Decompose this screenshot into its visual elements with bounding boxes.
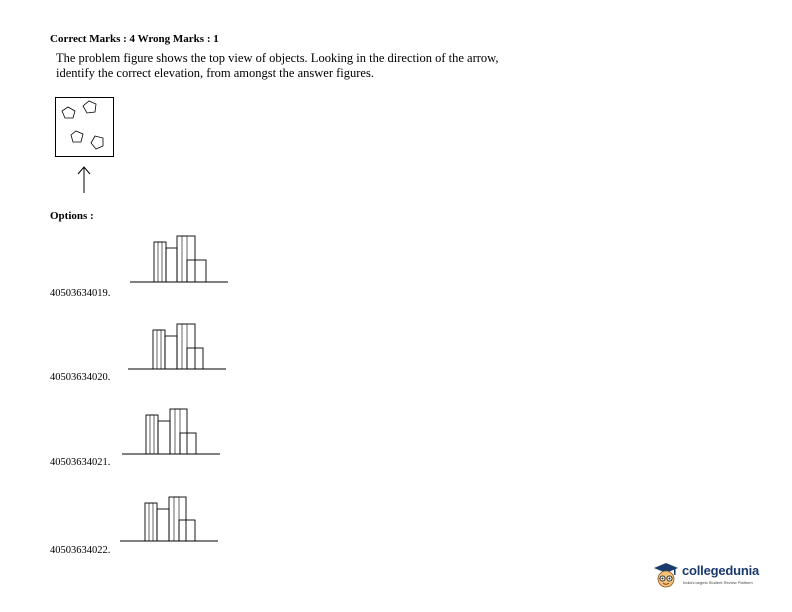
option-figure-2[interactable]: [128, 320, 228, 372]
option-figure-1[interactable]: [130, 234, 230, 286]
option-id-2: 40503634020.: [50, 372, 111, 383]
option-id-1: 40503634019.: [50, 288, 111, 299]
pentagon-shape: [91, 136, 103, 149]
arrow-up-icon: [76, 166, 92, 194]
graduate-mascot-icon: [652, 560, 680, 592]
option-id-3: 40503634021.: [50, 457, 111, 468]
logo-name: collegedunia: [682, 563, 760, 578]
marks-info: Correct Marks : 4 Wrong Marks : 1: [50, 33, 219, 45]
question-text: [56, 51, 616, 81]
problem-figure-top-view: [55, 97, 115, 159]
question-line-2: identify the correct elevation, from amongst the answer figures.: [56, 66, 374, 80]
pentagon-shape: [62, 107, 75, 118]
option-figure-3[interactable]: [122, 405, 222, 457]
option-id-4: 40503634022.: [50, 545, 111, 556]
option-figure-4[interactable]: [120, 492, 220, 544]
pentagon-shape: [71, 131, 83, 142]
collegedunia-logo: [652, 560, 772, 594]
question-line-1: The problem figure shows the top view of objects. Looking in the direction of the arrow,: [56, 51, 499, 65]
pentagon-shape: [83, 101, 96, 113]
options-label: Options :: [50, 210, 94, 222]
logo-tagline: India's largest Student Review Platform: [683, 580, 753, 585]
